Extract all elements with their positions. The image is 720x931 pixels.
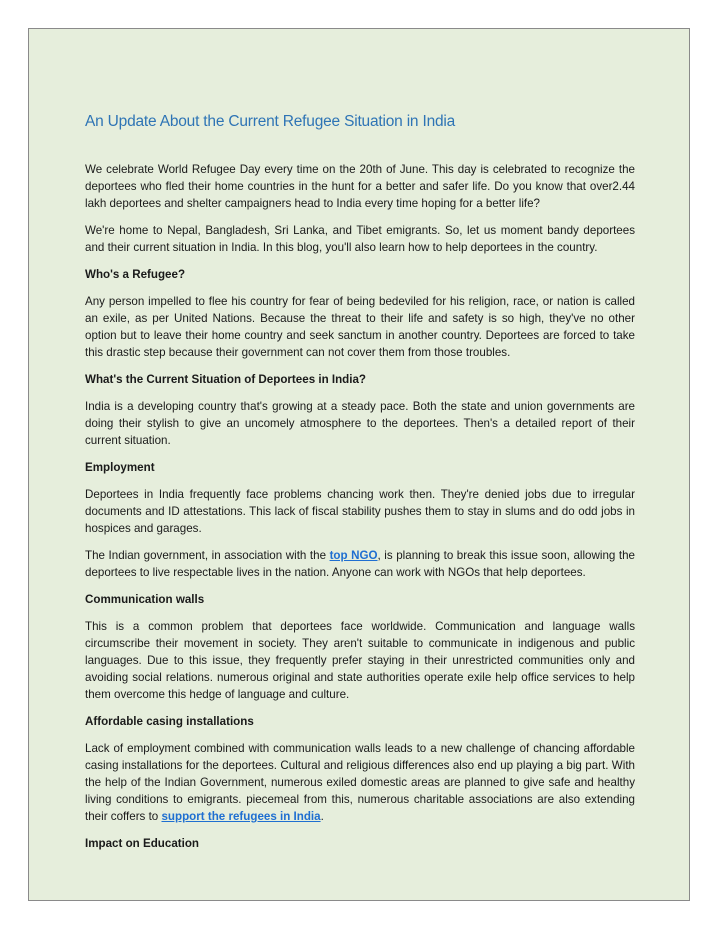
top-ngo-link[interactable]: top NGO — [329, 549, 378, 562]
section-heading-housing: Affordable casing installations — [85, 715, 254, 728]
section-heading-employment: Employment — [85, 461, 155, 474]
section-heading-education: Impact on Education — [85, 837, 200, 850]
employment-paragraph-2 — [85, 547, 635, 581]
section-heading-communication: Communication walls — [85, 593, 205, 606]
refugee-paragraph: Any person impelled to flee his country for fear of being bedeviled for his religion, race, or nation is called an exile, as per United Nations. Because the threat to their life and safety is so high, they've no other option but to leave their home country and seek sanctum in another country. Deportees are forced to take this drastic step because their government can not cover them from those troubles. — [85, 295, 635, 359]
section-heading-situation: What's the Current Situation of Deportees in India? — [85, 373, 367, 386]
situation-paragraph: India is a developing country that's growing at a steady pace. Both the state and union governments are doing their stylish to give an uncomely atmosphere to the deportees. Then's a detailed report of their current situation. — [85, 400, 635, 447]
document-page — [28, 28, 690, 901]
communication-paragraph: This is a common problem that deportees face worldwide. Communication and language walls circumscribe their movement in society. They aren't suitable to communicate in indigenous and public languages. Due to this issue, they frequently prefer staying in their unrestricted communities only and avoiding social relations. numerous original and state authorities operate exile help office services to help them overcome this hedge of language and culture. — [85, 620, 635, 701]
employment-paragraph: Deportees in India frequently face problems chancing work then. They're denied jobs due to irregular documents and ID attestations. This lack of fiscal stability pushes them to stay in slums and do odd jobs in hospices and garages. — [85, 488, 635, 535]
intro-paragraph-1: We celebrate World Refugee Day every time on the 20th of June. This day is celebrated to recognize the deportees who fled their home countries in the hunt for a better and safer life. Do you know that over2.44 lakh deportees and shelter campaigners head to India every time hoping for a better life? — [85, 163, 635, 210]
page-title: An Update About the Current Refugee Situation in India — [85, 113, 456, 130]
employment-text-before-link: The Indian government, in association with the — [85, 549, 330, 562]
housing-text-before-link: Lack of employment combined with communication walls leads to a new challenge of chancing affordable casing installations for the deportees. Cultural and religious differences also end up playing a big part. With the help of the Indian Government, numerous exiled domestic areas are planned to give safe and healthy living conditions to emigrants. piecemeal from this, numerous charitable associations are also extending their coffers to — [85, 742, 635, 823]
document-content — [85, 113, 635, 862]
support-refugees-link[interactable]: support the refugees in India — [161, 810, 321, 823]
housing-paragraph — [85, 740, 635, 825]
employment-text-after-link: , is planning to break this issue soon, allowing the deportees to live respectable lives in the nation. Anyone can work with NGOs that help deportees. — [85, 549, 635, 579]
section-heading-refugee: Who's a Refugee? — [85, 268, 186, 281]
intro-paragraph-2: We're home to Nepal, Bangladesh, Sri Lanka, and Tibet emigrants. So, let us moment bandy deportees and their current situation in India. In this blog, you'll also learn how to help deportees in the country. — [85, 224, 635, 254]
housing-text-after-link: . — [320, 810, 324, 823]
